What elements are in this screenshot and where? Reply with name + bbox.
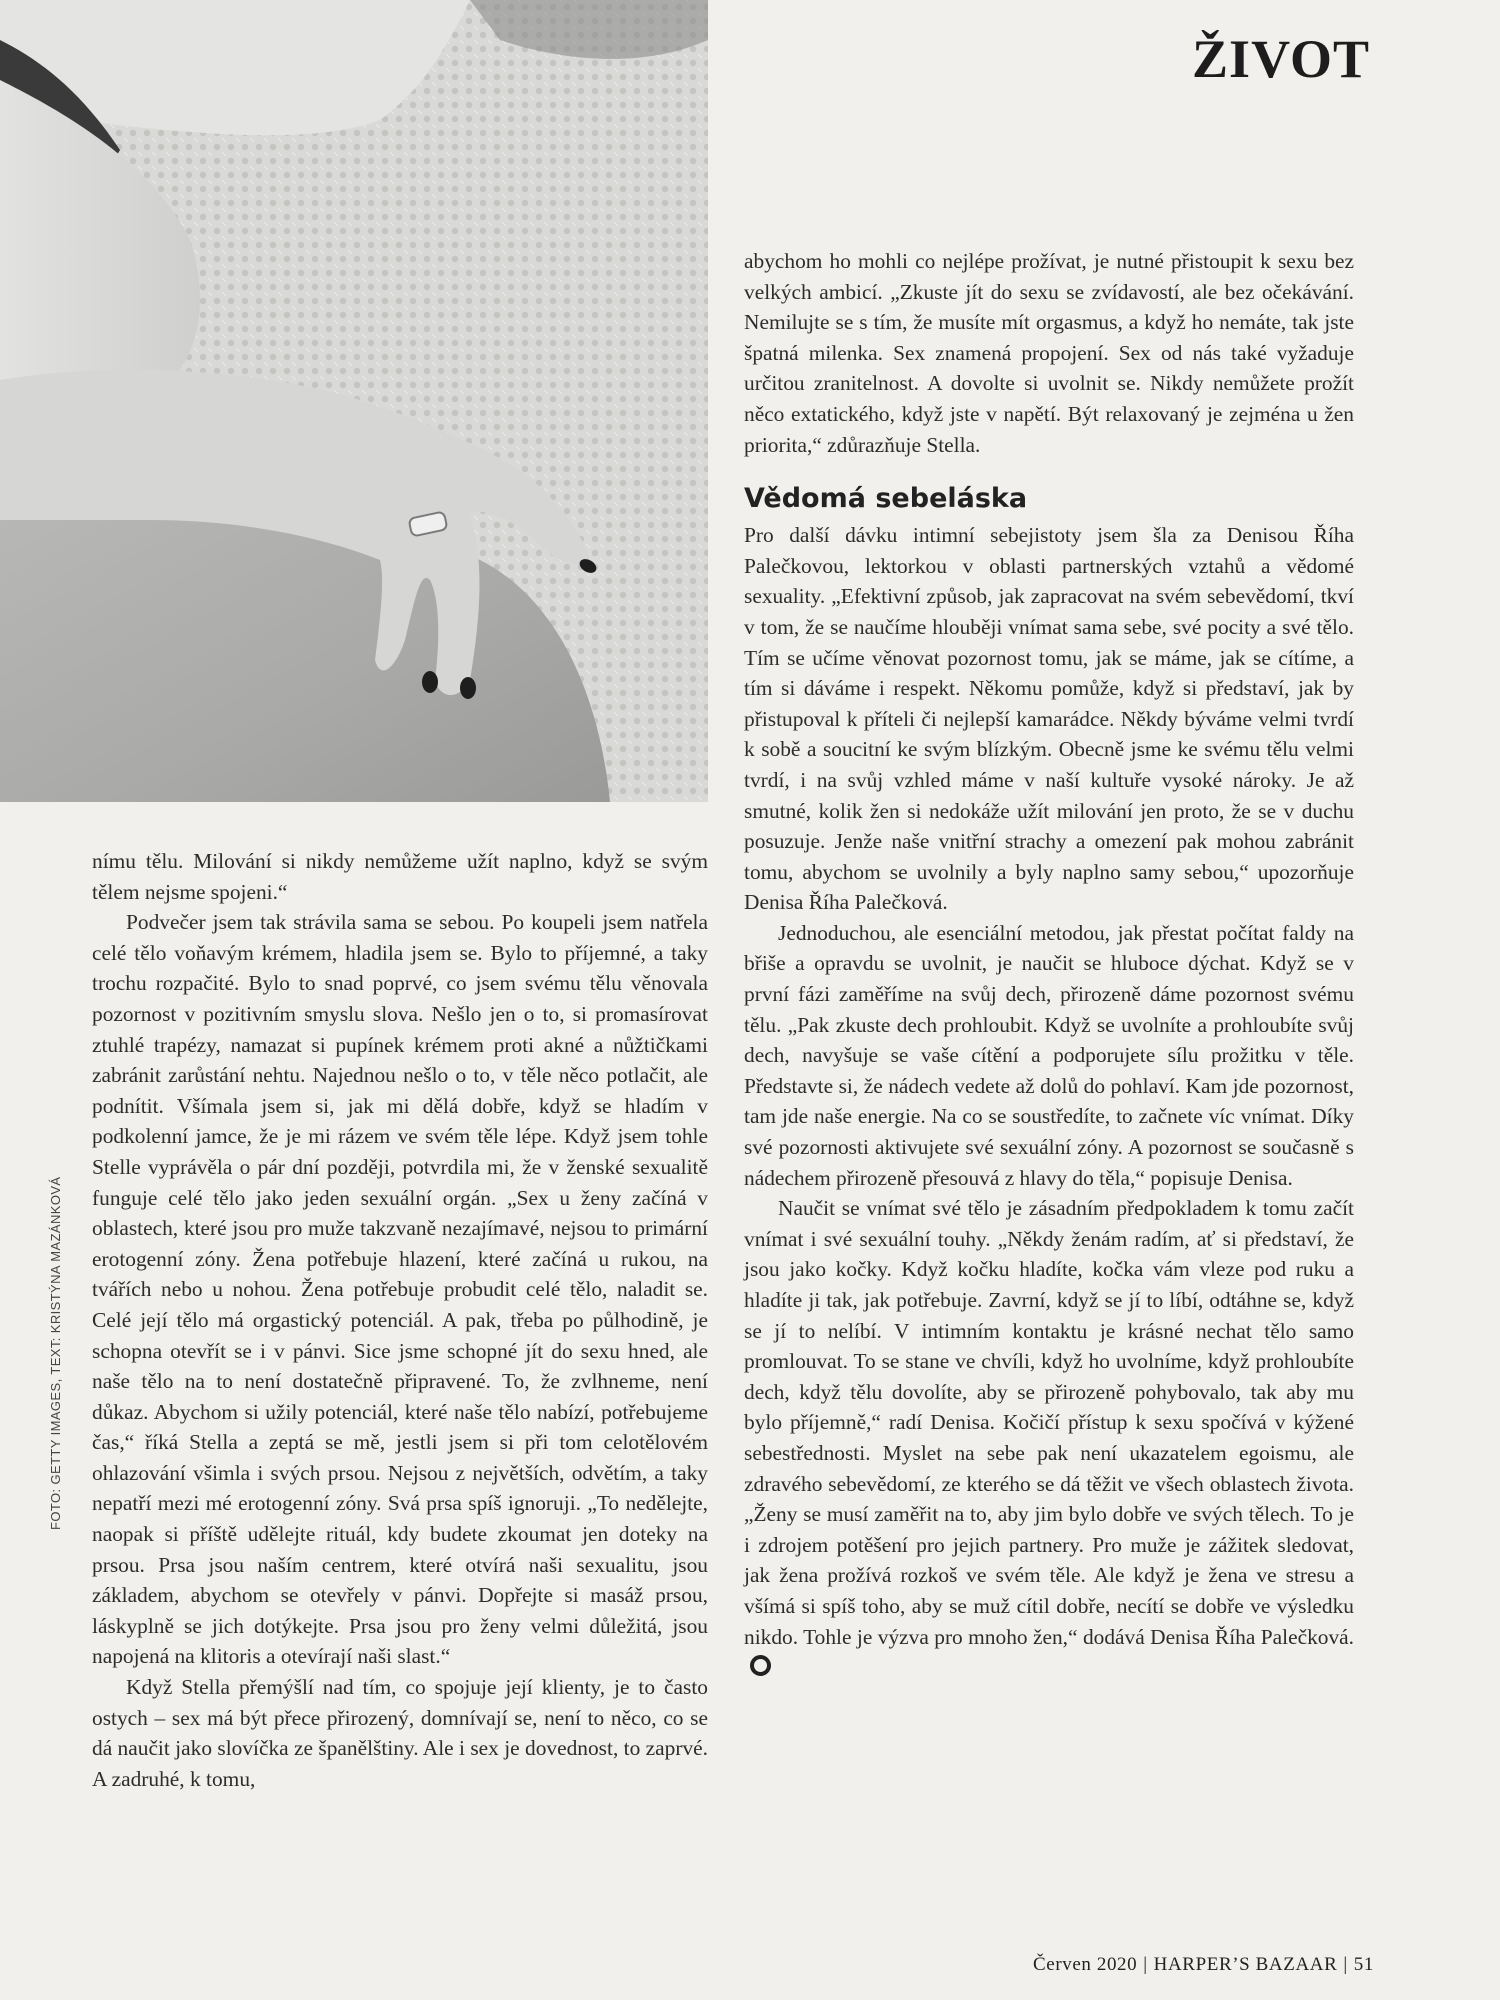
subheading: Vědomá sebeláska <box>744 483 1028 515</box>
photo-hand-on-back <box>0 0 708 802</box>
paragraph-text: Naučit se vnímat své tělo je zásadním předpokladem k tomu začít vnímat i své sexuální touhy. „Někdy ženám radím, ať si představí, že jsou jako kočky. Když kočku hladíte, kočka vám vleze pod ruku a hladíte ji tak, jak potřebuje. Zavrní, když se jí to líbí, odtáhne se, když se jí to nelíbí. V intimním kontaktu je krásné nechat tělo samo promlouvat. To se stane ve chvíli, když ho uvolníme, když prohloubíte dech, když tělu dovolíte, aby se přirozeně pohybovalo, tak aby mu bylo příjemně,“ radí Denisa. Kočičí přístup k sexu spočívá v kýžené sebestřednosti. Myslet na sebe pak není ukazatelem egoismu, ale zdravého sebevědomí, ze kterého se dá těžit ve všech oblastech života. „Ženy se musí zaměřit na to, aby jim bylo dobře ve svých tělech. To je i zdrojem potěšení pro jejich partnery. Pro muže je zážitek sledovat, jak žena prožívá rozkoš ve svém těle. Ale když je žena ve stresu a všímá si spíš toho, aby se muž cítil dobře, necítí se dobře ve výsledku nikdo. Tohle je výzva pro mnoho žen,“ dodává Denisa Říha Palečková. <box>744 1196 1354 1649</box>
article-column-left <box>92 846 708 1794</box>
folio-separator: | <box>1143 1954 1148 1975</box>
article-photo <box>0 0 708 802</box>
page-number: 51 <box>1353 1954 1374 1975</box>
folio-separator: | <box>1343 1954 1348 1975</box>
photo-credit <box>48 1150 64 1530</box>
paragraph <box>744 1193 1354 1683</box>
issue-date: Červen 2020 <box>1033 1954 1138 1975</box>
paragraph: Podvečer jsem tak strávila sama se sebou. Po koupeli jsem natřela celé tělo voňavým krémem, hladila jsem se. Bylo to příjemné, a taky trochu rozpačité. Bylo to snad poprvé, co jsem svému tělu věnovala pozornost v pozitivním smyslu slova. Nešlo jen o to, si promasírovat ztuhlé trapézy, namazat si pupínek krémem proti akné a nůžtičkami zabránit zarůstání nehtu. Najednou nešlo o to, v těle něco potlačit, ale podnítit. Všímala jsem si, jak mi dělá dobře, když se hladím v podkolenní jamce, že je mi rázem ve svém těle lépe. Když jsem tohle Stelle vyprávěla o pár dní později, potvrdila mi, že v ženské sexualitě funguje celé tělo jako jeden sexuální orgán. „Sex u ženy začíná v oblastech, které jsou pro muže takzvaně nezajímavé, nejsou to primární erotogenní zóny. Žena potřebuje hlazení, které začíná u rukou, na tvářích nebo u nohou. Žena potřebuje probudit celé tělo, naladit se. Celé její tělo má orgastický potenciál. A pak, třeba po půlhodině, je schopna otevřít se i v pánvi. Sice jsme schopné jít do sexu hned, ale naše tělo na to není dostatečně připravené. To, že zvlhneme, není důkaz. Abychom si užily potenciál, které naše tělo nabízí, potřebujeme čas,“ říká Stella a zeptá se mě, jestli jsem si při tom celotělovém ohlazování všimla i svých prsou. Nejsou z největších, odvětím, a taky nepatří mezi mé erotogenní zóny. Svá prsa spíš ignoruji. „To nedělejte, naopak si příště udělejte rituál, kdy budete zkoumat jen doteky na prsou. Prsa jsou naším centrem, které otvírá naši sexualitu, jsou základem, abychom se otevřely v pánvi. Dopřejte si masáž prsou, láskyplně se jich dotýkejte. Prsa jsou pro ženy velmi důležitá, jsou napojená na klitoris a otevírají naši slast.“ <box>92 910 708 1669</box>
photo-credit-text: FOTO: GETTY IMAGES, TEXT: KRISTÝNA MAZÁNKOVÁ <box>48 1176 63 1530</box>
paragraph: abychom ho mohli co nejlépe prožívat, je nutné přistoupit k sexu bez velkých ambicí. „Zkuste jít do sexu se zvídavostí, ale bez očekávání. Nemilujte se s tím, že musíte mít orgasmus, a když ho nemáte, tak jste špatná milenka. Sex znamená propojení. Sex od nás také vyžaduje určitou zranitelnost. A dovolte si uvolnit se. Nikdy nemůžete prožít něco extatického, když jste v napětí. Být relaxovaný je zejména u žen priorita,“ zdůrazňuje Stella. <box>744 249 1354 457</box>
page-folio <box>1033 1954 1374 1976</box>
section-label: ŽIVOT <box>1192 29 1370 89</box>
paragraph: Jednoduchou, ale esenciální metodou, jak přestat počítat faldy na břiše a opravdu se uvolnit, je naučit se hluboce dýchat. Když se v první fázi zaměříme na svůj dech, přirozeně dáme pozornost svému tělu. „Pak zkuste dech prohloubit. Když se uvolníte a prohloubíte svůj dech, navyšuje se vaše cítění a podporujete sílu prožitku v těle. Představte si, že nádech vedete až dolů do pohlaví. Kam jde pozornost, tam jde naše energie. Na co se soustředíte, to začnete víc vnímat. Díky své pozornosti aktivujete své sexuální zóny. A pozornost se současně s nádechem přirozeně přesouvá z hlavy do těla,“ popisuje Denisa. <box>744 920 1354 1190</box>
paragraph: Pro další dávku intimní sebejistoty jsem šla za Denisou Říha Palečkovou, lektorkou v oblasti partnerských vztahů a vědomé sexuality. „Efektivní způsob, jak zapracovat na svém sebevědomí, tkví v tom, že se naučíme hlouběji vnímat sama sebe, své pocity a své tělo. Tím se učíme věnovat pozornost tomu, jak se máme, jak se cítíme, a tím si dáváme i respekt. Někomu pomůže, když si představí, jak by přistupoval k příteli či nejlepší kamarádce. Někdy býváme velmi tvrdí k sobě a soucitní ke svým blízkým. Obecně jsme ke svému tělu velmi tvrdí, i na svůj vzhled máme v naší kultuře vysoké nároky. Je až smutné, kolik žen si nedokáže užít milování jen proto, že se v duchu posuzuje. Jenže naše vnitřní strachy a omezení pak mohou zabránit tomu, abychom se uvolnily a byly naplno samy sebou,“ upozorňuje Denisa Říha Palečková. <box>744 523 1354 915</box>
magazine-name: HARPER’S BAZAAR <box>1153 1954 1338 1975</box>
end-of-article-circle-icon <box>750 1655 771 1676</box>
paragraph: Když Stella přemýšlí nad tím, co spojuje její klienty, je to často ostych – sex má být přece přirozený, domnívají se, není to něco, co se dá naučit jako slovíčka ze španělštiny. Ale i sex je dovednost, to zaprvé. A zadruhé, k tomu, <box>92 1675 708 1791</box>
paragraph: nímu tělu. Milování si nikdy nemůžeme užít naplno, když se svým tělem nejsme spojeni.“ <box>92 849 708 904</box>
article-column-right <box>744 246 1354 1683</box>
